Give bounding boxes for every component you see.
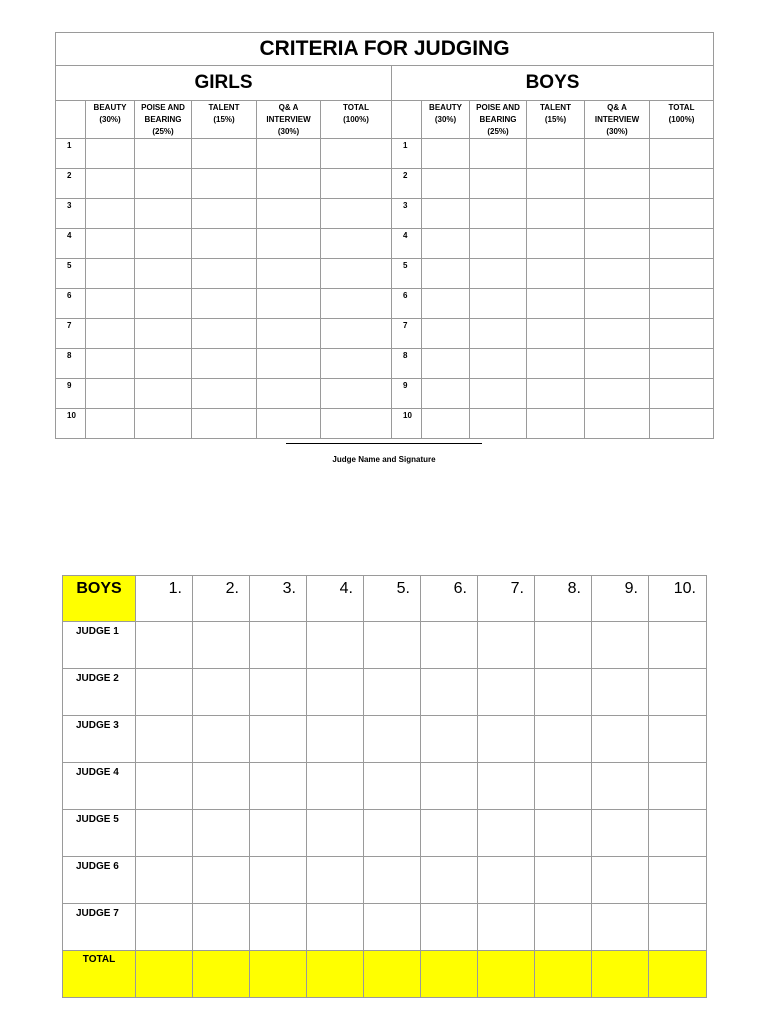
boys-score-cell[interactable] (650, 379, 714, 409)
tally-score-cell[interactable] (592, 669, 649, 716)
boys-score-cell[interactable] (585, 259, 650, 289)
tally-score-cell[interactable] (364, 622, 421, 669)
tally-judge-row (63, 622, 707, 669)
boys-number-header (392, 101, 422, 139)
tally-score-cell[interactable] (307, 669, 364, 716)
tally-score-cell[interactable] (193, 763, 250, 810)
girls-contestant-number: 6 (56, 289, 86, 319)
tally-score-cell[interactable] (136, 622, 193, 669)
tally-judge-row (63, 904, 707, 951)
tally-total-cell[interactable] (592, 951, 649, 998)
girls-score-cell[interactable] (257, 379, 321, 409)
girls-score-cell[interactable] (257, 289, 321, 319)
girls-score-cell[interactable] (192, 259, 257, 289)
girls-score-cell[interactable] (86, 409, 135, 439)
tally-score-cell[interactable] (193, 669, 250, 716)
girls-column-header: BEAUTY (30%) (86, 101, 135, 139)
boys-contestant-number: 9 (392, 379, 422, 409)
boys-score-cell[interactable] (527, 319, 585, 349)
girls-score-cell[interactable] (257, 349, 321, 379)
boys-score-cell[interactable] (527, 349, 585, 379)
girls-contestant-number: 8 (56, 349, 86, 379)
tally-score-cell[interactable] (250, 669, 307, 716)
girls-score-cell[interactable] (321, 379, 392, 409)
girls-score-cell[interactable] (135, 169, 192, 199)
tally-column-number: 9. (592, 576, 649, 622)
tally-score-cell[interactable] (421, 763, 478, 810)
tally-score-cell[interactable] (250, 763, 307, 810)
girls-score-cell[interactable] (192, 199, 257, 229)
tally-score-cell[interactable] (193, 716, 250, 763)
boys-score-cell[interactable] (650, 169, 714, 199)
boys-score-cell[interactable] (527, 139, 585, 169)
boys-score-cell[interactable] (585, 379, 650, 409)
tally-score-cell[interactable] (592, 763, 649, 810)
girls-score-cell[interactable] (86, 139, 135, 169)
tally-score-cell[interactable] (478, 716, 535, 763)
girls-score-cell[interactable] (321, 319, 392, 349)
girls-score-cell[interactable] (321, 289, 392, 319)
tally-total-cell[interactable] (250, 951, 307, 998)
boys-score-cell[interactable] (585, 289, 650, 319)
girls-score-cell[interactable] (321, 169, 392, 199)
boys-column-header: BEAUTY (30%) (422, 101, 470, 139)
judge-label: JUDGE 5 (63, 810, 136, 857)
tally-score-cell[interactable] (421, 716, 478, 763)
criteria-row (56, 349, 714, 379)
tally-column-number: 10. (649, 576, 707, 622)
tally-score-cell[interactable] (364, 810, 421, 857)
tally-judge-row (63, 810, 707, 857)
boys-score-cell[interactable] (650, 139, 714, 169)
girls-score-cell[interactable] (192, 169, 257, 199)
girls-score-cell[interactable] (135, 199, 192, 229)
boys-contestant-number: 6 (392, 289, 422, 319)
boys-score-cell[interactable] (470, 199, 527, 229)
tally-total-cell[interactable] (421, 951, 478, 998)
girls-score-cell[interactable] (321, 349, 392, 379)
boys-score-cell[interactable] (470, 409, 527, 439)
boys-score-cell[interactable] (470, 319, 527, 349)
tally-total-cell[interactable] (478, 951, 535, 998)
tally-score-cell[interactable] (193, 857, 250, 904)
girls-score-cell[interactable] (321, 259, 392, 289)
tally-score-cell[interactable] (649, 716, 707, 763)
girls-score-cell[interactable] (135, 349, 192, 379)
tally-column-number: 2. (193, 576, 250, 622)
judge-label: JUDGE 6 (63, 857, 136, 904)
boys-score-cell[interactable] (422, 379, 470, 409)
boys-score-cell[interactable] (470, 259, 527, 289)
tally-score-cell[interactable] (535, 716, 592, 763)
boys-column-header: TALENT (15%) (527, 101, 585, 139)
tally-score-cell[interactable] (421, 904, 478, 951)
tally-judge-row (63, 857, 707, 904)
tally-score-cell[interactable] (364, 716, 421, 763)
tally-score-cell[interactable] (649, 622, 707, 669)
girls-score-cell[interactable] (86, 259, 135, 289)
judge-label: JUDGE 1 (63, 622, 136, 669)
criteria-body (56, 139, 714, 439)
criteria-header-row (56, 101, 714, 139)
girls-column-header: POISE AND BEARING (25%) (135, 101, 192, 139)
criteria-row (56, 199, 714, 229)
boys-score-cell[interactable] (527, 169, 585, 199)
tally-score-cell[interactable] (136, 857, 193, 904)
girls-contestant-number: 2 (56, 169, 86, 199)
tally-score-cell[interactable] (250, 857, 307, 904)
tally-column-number: 1. (136, 576, 193, 622)
boys-score-cell[interactable] (585, 199, 650, 229)
boys-score-cell[interactable] (650, 409, 714, 439)
girls-contestant-number: 4 (56, 229, 86, 259)
tally-total-cell[interactable] (193, 951, 250, 998)
tally-score-cell[interactable] (478, 810, 535, 857)
girls-score-cell[interactable] (135, 289, 192, 319)
tally-score-cell[interactable] (307, 857, 364, 904)
girls-heading: GIRLS (56, 66, 392, 101)
tally-score-cell[interactable] (478, 857, 535, 904)
criteria-row (56, 259, 714, 289)
boys-score-cell[interactable] (585, 229, 650, 259)
tally-column-number: 5. (364, 576, 421, 622)
boys-score-cell[interactable] (585, 139, 650, 169)
boys-score-cell[interactable] (650, 289, 714, 319)
judge-label: JUDGE 2 (63, 669, 136, 716)
tally-score-cell[interactable] (136, 763, 193, 810)
tally-score-cell[interactable] (136, 810, 193, 857)
boys-score-cell[interactable] (527, 259, 585, 289)
tally-body (63, 622, 707, 998)
boys-score-cell[interactable] (470, 169, 527, 199)
boys-score-cell[interactable] (527, 199, 585, 229)
criteria-title: CRITERIA FOR JUDGING (56, 33, 714, 66)
boys-score-cell[interactable] (585, 169, 650, 199)
judge-label: JUDGE 4 (63, 763, 136, 810)
tally-score-cell[interactable] (421, 669, 478, 716)
girls-score-cell[interactable] (192, 319, 257, 349)
tally-column-number: 4. (307, 576, 364, 622)
tally-score-cell[interactable] (592, 857, 649, 904)
girls-score-cell[interactable] (135, 379, 192, 409)
tally-score-cell[interactable] (649, 857, 707, 904)
tally-column-number: 3. (250, 576, 307, 622)
boys-score-cell[interactable] (470, 289, 527, 319)
tally-score-cell[interactable] (136, 904, 193, 951)
tally-total-cell[interactable] (364, 951, 421, 998)
total-label: TOTAL (63, 951, 136, 998)
tally-score-cell[interactable] (136, 716, 193, 763)
boys-score-cell[interactable] (422, 169, 470, 199)
girls-score-cell[interactable] (321, 229, 392, 259)
tally-score-cell[interactable] (250, 810, 307, 857)
girls-score-cell[interactable] (86, 289, 135, 319)
girls-score-cell[interactable] (86, 349, 135, 379)
tally-table (62, 575, 707, 998)
girls-contestant-number: 3 (56, 199, 86, 229)
boys-score-cell[interactable] (470, 229, 527, 259)
tally-score-cell[interactable] (364, 857, 421, 904)
girls-score-cell[interactable] (86, 169, 135, 199)
girls-score-cell[interactable] (321, 139, 392, 169)
boys-score-cell[interactable] (422, 319, 470, 349)
boys-score-cell[interactable] (527, 379, 585, 409)
judge-label: JUDGE 7 (63, 904, 136, 951)
tally-score-cell[interactable] (364, 763, 421, 810)
tally-judge-row (63, 669, 707, 716)
girls-column-header: TOTAL (100%) (321, 101, 392, 139)
boys-score-cell[interactable] (422, 229, 470, 259)
girls-contestant-number: 10 (56, 409, 86, 439)
tally-score-cell[interactable] (250, 716, 307, 763)
tally-score-cell[interactable] (136, 669, 193, 716)
boys-score-cell[interactable] (527, 409, 585, 439)
boys-score-cell[interactable] (422, 139, 470, 169)
tally-score-cell[interactable] (649, 810, 707, 857)
tally-column-number: 6. (421, 576, 478, 622)
tally-score-cell[interactable] (307, 622, 364, 669)
boys-score-cell[interactable] (470, 379, 527, 409)
criteria-row (56, 169, 714, 199)
tally-score-cell[interactable] (364, 904, 421, 951)
girls-contestant-number: 9 (56, 379, 86, 409)
boys-score-cell[interactable] (422, 199, 470, 229)
boys-score-cell[interactable] (585, 349, 650, 379)
girls-score-cell[interactable] (257, 319, 321, 349)
tally-score-cell[interactable] (649, 763, 707, 810)
boys-heading: BOYS (392, 66, 714, 101)
boys-score-cell[interactable] (650, 229, 714, 259)
tally-score-cell[interactable] (535, 904, 592, 951)
boys-score-cell[interactable] (527, 229, 585, 259)
girls-score-cell[interactable] (135, 229, 192, 259)
tally-score-cell[interactable] (307, 716, 364, 763)
tally-score-cell[interactable] (307, 763, 364, 810)
tally-score-cell[interactable] (307, 904, 364, 951)
tally-score-cell[interactable] (193, 622, 250, 669)
tally-score-cell[interactable] (592, 810, 649, 857)
criteria-row (56, 379, 714, 409)
girls-score-cell[interactable] (257, 259, 321, 289)
girls-contestant-number: 7 (56, 319, 86, 349)
boys-contestant-number: 10 (392, 409, 422, 439)
tally-total-cell[interactable] (307, 951, 364, 998)
boys-contestant-number: 1 (392, 139, 422, 169)
criteria-row (56, 289, 714, 319)
girls-score-cell[interactable] (135, 259, 192, 289)
tally-column-number: 7. (478, 576, 535, 622)
tally-judge-row (63, 716, 707, 763)
tally-score-cell[interactable] (649, 904, 707, 951)
girls-score-cell[interactable] (86, 199, 135, 229)
girls-score-cell[interactable] (257, 229, 321, 259)
boys-score-cell[interactable] (422, 259, 470, 289)
girls-score-cell[interactable] (321, 199, 392, 229)
tally-column-number: 8. (535, 576, 592, 622)
signature-label: Judge Name and Signature (332, 455, 436, 464)
tally-score-cell[interactable] (421, 857, 478, 904)
girls-number-header (56, 101, 86, 139)
tally-header-row (63, 576, 707, 622)
boys-column-header: Q& A INTERVIEW (30%) (585, 101, 650, 139)
tally-total-cell[interactable] (649, 951, 707, 998)
girls-score-cell[interactable] (135, 409, 192, 439)
girls-score-cell[interactable] (192, 379, 257, 409)
tally-score-cell[interactable] (478, 669, 535, 716)
boys-score-cell[interactable] (650, 199, 714, 229)
criteria-table (55, 32, 714, 439)
girls-score-cell[interactable] (192, 229, 257, 259)
tally-score-cell[interactable] (250, 622, 307, 669)
tally-score-cell[interactable] (535, 763, 592, 810)
girls-score-cell[interactable] (192, 349, 257, 379)
girls-column-header: Q& A INTERVIEW (30%) (257, 101, 321, 139)
girls-score-cell[interactable] (257, 409, 321, 439)
tally-score-cell[interactable] (535, 622, 592, 669)
criteria-row (56, 319, 714, 349)
tally-score-cell[interactable] (478, 622, 535, 669)
boys-column-header: POISE AND BEARING (25%) (470, 101, 527, 139)
boys-score-cell[interactable] (585, 409, 650, 439)
tally-judge-row (63, 763, 707, 810)
tally-score-cell[interactable] (535, 810, 592, 857)
boys-contestant-number: 3 (392, 199, 422, 229)
criteria-row (56, 229, 714, 259)
girls-score-cell[interactable] (321, 409, 392, 439)
tally-score-cell[interactable] (250, 904, 307, 951)
tally-score-cell[interactable] (307, 810, 364, 857)
signature-line (286, 443, 482, 444)
tally-score-cell[interactable] (592, 716, 649, 763)
boys-score-cell[interactable] (470, 349, 527, 379)
tally-score-cell[interactable] (592, 622, 649, 669)
boys-score-cell[interactable] (527, 289, 585, 319)
tally-score-cell[interactable] (478, 763, 535, 810)
boys-score-cell[interactable] (650, 349, 714, 379)
tally-score-cell[interactable] (592, 904, 649, 951)
tally-total-cell[interactable] (535, 951, 592, 998)
boys-contestant-number: 8 (392, 349, 422, 379)
boys-score-cell[interactable] (650, 259, 714, 289)
girls-score-cell[interactable] (192, 139, 257, 169)
girls-contestant-number: 1 (56, 139, 86, 169)
girls-score-cell[interactable] (86, 229, 135, 259)
tally-score-cell[interactable] (535, 669, 592, 716)
girls-score-cell[interactable] (192, 409, 257, 439)
tally-total-row (63, 951, 707, 998)
boys-contestant-number: 2 (392, 169, 422, 199)
girls-column-header: TALENT (15%) (192, 101, 257, 139)
boys-score-cell[interactable] (422, 409, 470, 439)
boys-score-cell[interactable] (422, 289, 470, 319)
tally-score-cell[interactable] (364, 669, 421, 716)
tally-score-cell[interactable] (478, 904, 535, 951)
tally-score-cell[interactable] (421, 622, 478, 669)
tally-score-cell[interactable] (421, 810, 478, 857)
boys-column-header: TOTAL (100%) (650, 101, 714, 139)
judge-label: JUDGE 3 (63, 716, 136, 763)
girls-score-cell[interactable] (86, 379, 135, 409)
criteria-row (56, 139, 714, 169)
tally-score-cell[interactable] (193, 904, 250, 951)
girls-contestant-number: 5 (56, 259, 86, 289)
boys-contestant-number: 5 (392, 259, 422, 289)
girls-score-cell[interactable] (192, 289, 257, 319)
boys-score-cell[interactable] (650, 319, 714, 349)
boys-score-cell[interactable] (585, 319, 650, 349)
boys-score-cell[interactable] (470, 139, 527, 169)
tally-corner-label: BOYS (63, 576, 136, 622)
girls-score-cell[interactable] (86, 319, 135, 349)
girls-score-cell[interactable] (257, 169, 321, 199)
boys-contestant-number: 4 (392, 229, 422, 259)
criteria-row (56, 409, 714, 439)
girls-score-cell[interactable] (135, 139, 192, 169)
tally-score-cell[interactable] (649, 669, 707, 716)
tally-score-cell[interactable] (535, 857, 592, 904)
girls-score-cell[interactable] (257, 139, 321, 169)
girls-score-cell[interactable] (257, 199, 321, 229)
boys-score-cell[interactable] (422, 349, 470, 379)
boys-contestant-number: 7 (392, 319, 422, 349)
tally-total-cell[interactable] (136, 951, 193, 998)
girls-score-cell[interactable] (135, 319, 192, 349)
tally-score-cell[interactable] (193, 810, 250, 857)
